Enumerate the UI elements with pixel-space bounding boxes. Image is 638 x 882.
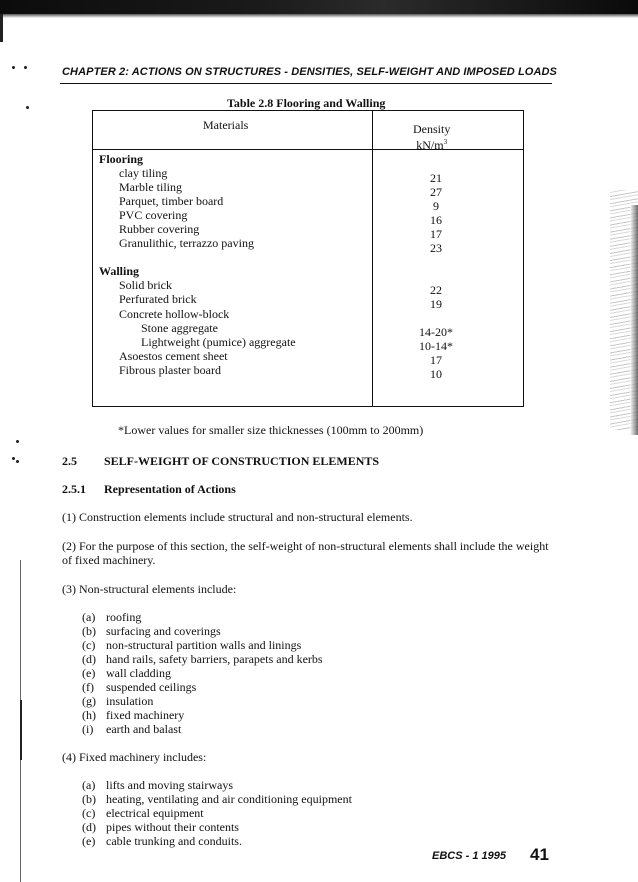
list-item-text: cable trunking and conduits.	[106, 834, 242, 848]
table-row-value: 21	[430, 171, 442, 185]
page-number: 41	[530, 845, 549, 864]
scan-top-shadow	[0, 14, 638, 18]
table-row-value: 14-20*	[419, 325, 453, 339]
scan-dot	[12, 457, 15, 460]
list-item-label: (c)	[82, 638, 96, 652]
group-heading-flooring: Flooring	[99, 152, 143, 166]
list-item-text: earth and balast	[106, 722, 182, 736]
list-item-label: (a)	[82, 778, 96, 792]
chapter-header: CHAPTER 2: ACTIONS ON STRUCTURES - DENSITIES, SELF-WEIGHT AND IMPOSED LOADS	[62, 66, 557, 78]
table-row-label: clay tiling	[119, 166, 168, 180]
table-row-value: 22	[430, 283, 442, 297]
table-row-label: Asoestos cement sheet	[119, 349, 228, 363]
group-heading-walling: Walling	[99, 264, 140, 278]
list-item	[82, 652, 323, 667]
list-item-label: (a)	[82, 610, 96, 624]
list-item-label: (e)	[82, 666, 96, 680]
list-item-text: wall cladding	[106, 666, 171, 680]
table-row-value: 17	[430, 227, 442, 241]
list-item	[82, 666, 171, 681]
list-item-text: hand rails, safety barriers, parapets and kerbs	[106, 652, 323, 666]
table-footnote: *Lower values for smaller size thicknesses (100mm to 200mm)	[118, 423, 424, 437]
table-row-label: Granulithic, terrazzo paving	[119, 236, 254, 250]
list-item-label: (g)	[82, 694, 96, 708]
table-row-value: 17	[430, 353, 442, 367]
density-label: Density	[413, 122, 451, 136]
list-item-text: surfacing and coverings	[106, 624, 221, 638]
table-row-label: Solid brick	[119, 278, 172, 292]
list-item	[82, 624, 221, 639]
table-row-label: Fibrous plaster board	[119, 363, 221, 377]
list-item	[82, 792, 352, 807]
density-unit-exponent: 3	[443, 138, 448, 146]
scan-left-bar	[20, 700, 22, 760]
footer-document-code: EBCS - 1 1995	[432, 850, 506, 862]
column-header-density	[413, 123, 450, 152]
table-row-label: PVC covering	[119, 208, 188, 222]
list-item	[82, 680, 196, 695]
scan-dot	[26, 106, 29, 109]
subsection-number: 2.5.1	[62, 482, 86, 496]
scan-left-mark	[0, 14, 3, 42]
list-item	[82, 820, 239, 835]
subsection-title: Representation of Actions	[104, 482, 236, 496]
list-item	[82, 694, 153, 709]
scan-dot	[12, 66, 15, 69]
list-item-label: (f)	[82, 680, 94, 694]
paragraph-3: (3) Non-structural elements include:	[62, 582, 237, 596]
header-rule	[60, 83, 552, 84]
column-header-materials: Materials	[203, 118, 249, 132]
density-unit: kN/m	[416, 138, 444, 152]
table-row-value: 19	[430, 297, 442, 311]
table-row-label: Concrete hollow-block	[119, 307, 230, 321]
list-item-text: electrical equipment	[106, 806, 204, 820]
table-title: Table 2.8 Flooring and Walling	[227, 96, 386, 110]
table-row-value: 27	[430, 185, 442, 199]
scan-top-edge	[0, 0, 638, 14]
list-item-label: (c)	[82, 806, 96, 820]
table-row-label: Perfurated brick	[119, 292, 197, 306]
list-item	[82, 722, 181, 737]
table-column-divider	[372, 111, 373, 406]
table-row-label: Lightweight (pumice) aggregate	[141, 335, 296, 349]
table-row-value: 10-14*	[419, 339, 453, 353]
list-item	[82, 834, 242, 849]
paragraph-2: (2) For the purpose of this section, the self-weight of non-structural elements shall include the weight of fixed machinery.	[62, 539, 549, 567]
scan-dot	[24, 66, 27, 69]
paragraph-4: (4) Fixed machinery includes:	[62, 750, 207, 764]
list-item-text: insulation	[106, 694, 154, 708]
list-item-text: lifts and moving stairways	[106, 778, 233, 792]
table-row-label: Stone aggregate	[141, 321, 218, 335]
list-item-label: (d)	[82, 652, 96, 666]
list-item	[82, 638, 301, 653]
list-item-text: fixed machinery	[106, 708, 185, 722]
scan-dot	[16, 460, 19, 463]
table-row-value: 10	[430, 367, 442, 381]
table-row-label: Parquet, timber board	[119, 194, 224, 208]
list-item-label: (h)	[82, 708, 96, 722]
table-row-value: 16	[430, 213, 442, 227]
list-item-label: (b)	[82, 624, 96, 638]
list-item-text: suspended ceilings	[106, 680, 197, 694]
table-row-label: Rubber covering	[119, 222, 200, 236]
table-row-value: 23	[430, 241, 442, 255]
density-table	[92, 110, 524, 407]
list-item-text: roofing	[106, 610, 142, 624]
list-item-text: non-structural partition walls and linings	[106, 638, 302, 652]
scan-edge-shadow	[630, 205, 638, 435]
table-row-label: Marble tiling	[119, 180, 182, 194]
list-item-label: (i)	[82, 722, 94, 736]
section-number: 2.5	[62, 454, 77, 468]
table-header-divider	[93, 149, 523, 150]
list-item-label: (b)	[82, 792, 96, 806]
section-title: SELF-WEIGHT OF CONSTRUCTION ELEMENTS	[104, 454, 380, 468]
list-item-label: (d)	[82, 820, 96, 834]
list-item-text: heating, ventilating and air conditioning equipment	[106, 792, 352, 806]
scan-dot	[16, 440, 19, 443]
list-item	[82, 778, 233, 793]
table-row-value: 9	[433, 199, 439, 213]
list-item	[82, 610, 141, 625]
list-item	[82, 708, 184, 723]
list-item-label: (e)	[82, 834, 96, 848]
list-item	[82, 806, 204, 821]
paragraph-1: (1) Construction elements include structural and non-structural elements.	[62, 510, 413, 524]
list-item-text: pipes without their contents	[106, 820, 239, 834]
